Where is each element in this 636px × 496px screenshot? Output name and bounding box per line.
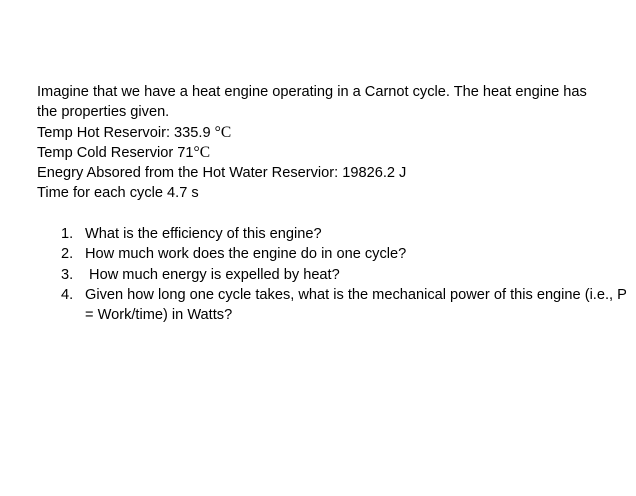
property-energy-absorbed-unit: J [399, 165, 407, 182]
question-number: 3. [61, 266, 74, 283]
question-text: How much work does the engine do in one cycle? [85, 246, 407, 263]
question-list [37, 224, 629, 325]
question-item-1 [37, 224, 629, 244]
property-energy-absorbed-label: Enegry Absored from the Hot Water Reservior: 19826.2 [37, 165, 400, 182]
property-hot-reservoir [37, 123, 629, 143]
question-text: What is the efficiency of this engine? [85, 226, 322, 243]
question-item-3 [37, 265, 629, 285]
question-item-2 [37, 244, 629, 264]
question-item-4 [37, 285, 629, 326]
property-cold-reservoir-label: Temp Cold Reservior 71 [37, 144, 194, 161]
property-cycle-time-label: Time for each cycle 4.7 s [37, 185, 199, 202]
question-number: 1. [61, 226, 74, 243]
property-cold-reservoir-unit: °C [193, 143, 211, 161]
property-cold-reservoir [37, 143, 629, 163]
property-cycle-time [37, 183, 629, 203]
question-number: 2. [61, 246, 74, 263]
property-hot-reservoir-unit: °C [214, 123, 232, 141]
document-body [37, 82, 629, 326]
property-hot-reservoir-label: Temp Hot Reservoir: 335.9 [37, 124, 215, 141]
question-number: 4. [61, 286, 74, 303]
intro-line-2: the properties given. [37, 104, 170, 121]
property-energy-absorbed [37, 163, 629, 183]
blank-line [37, 204, 629, 224]
question-text: How much energy is expelled by heat? [85, 266, 340, 283]
intro-line-1: Imagine that we have a heat engine operating in a Carnot cycle. The heat engine has [37, 84, 587, 100]
question-text: Given how long one cycle takes, what is the mechanical power of this engine (i.e., P = Work/time) in Watts? [85, 286, 627, 324]
